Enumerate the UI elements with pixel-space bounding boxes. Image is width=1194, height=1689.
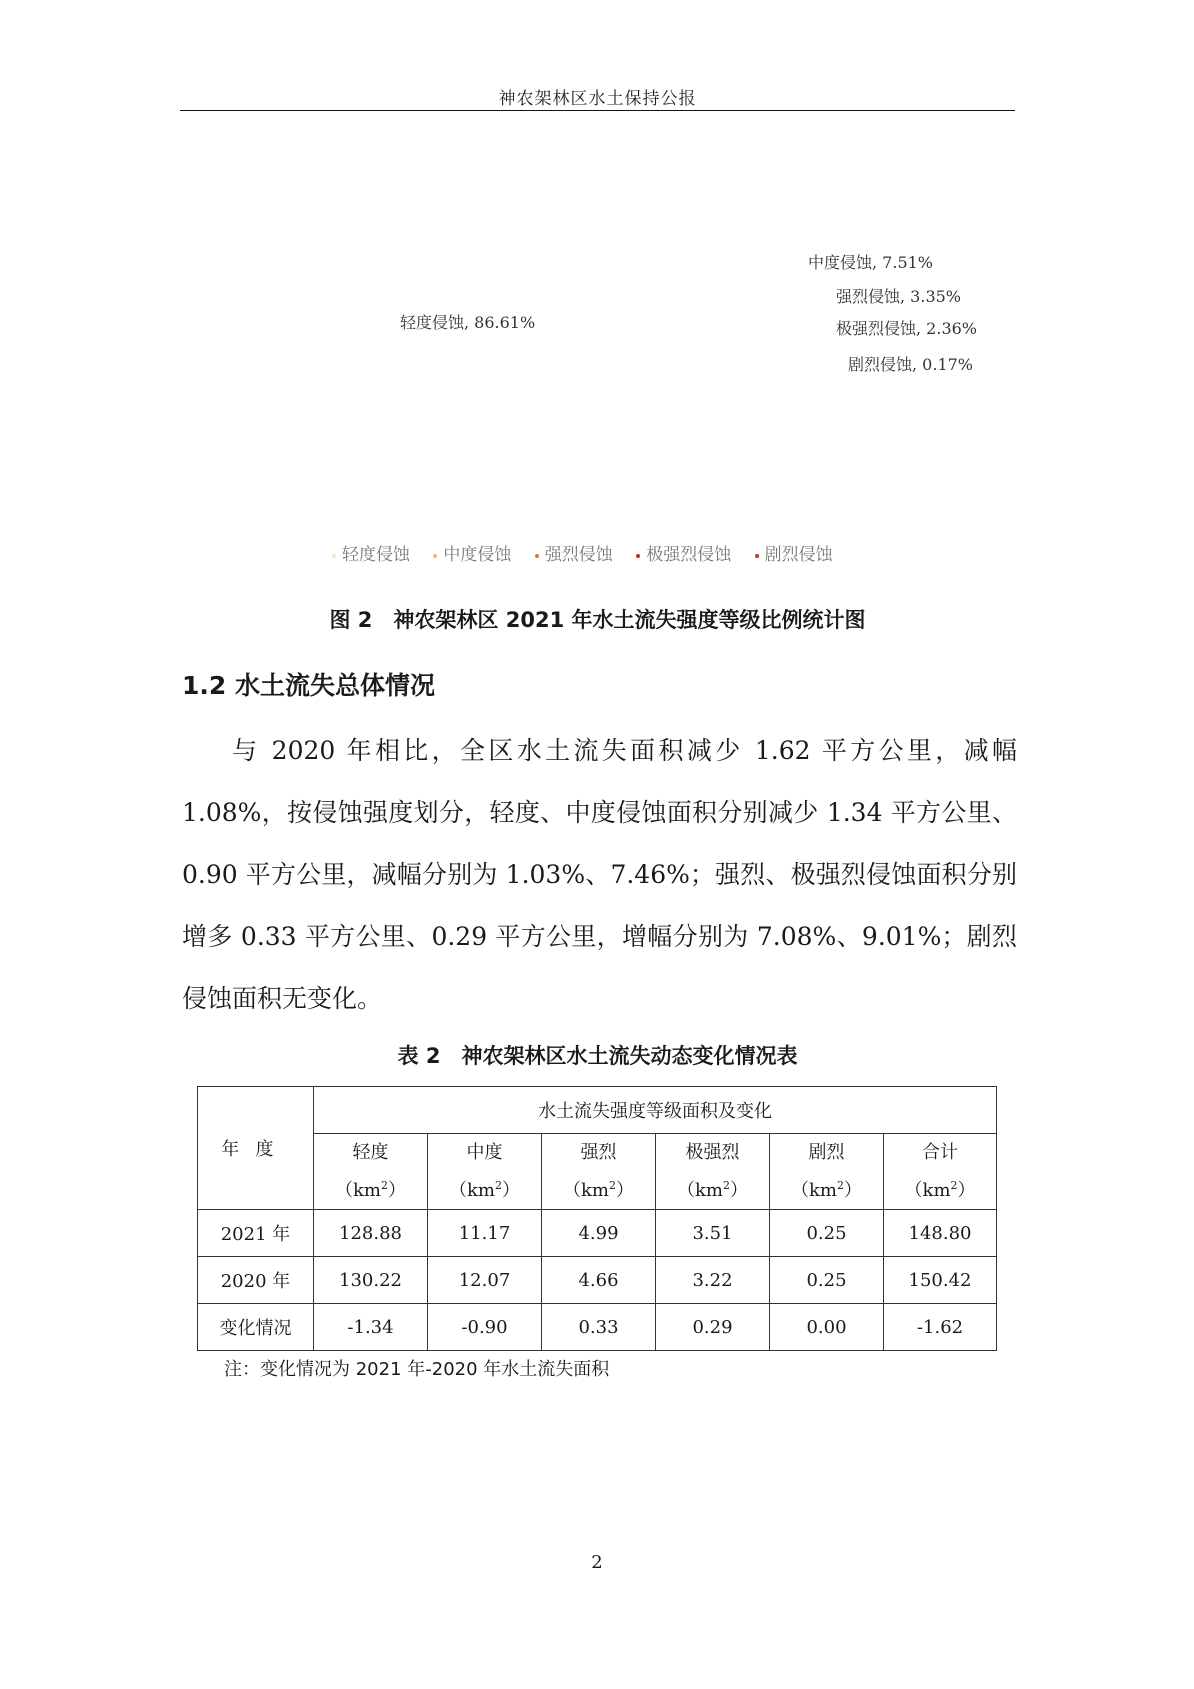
legend-label: 剧烈侵蚀 <box>764 545 833 565</box>
legend-item <box>535 540 613 565</box>
legend-label: 轻度侵蚀 <box>342 545 410 565</box>
table-cell: 4.99 <box>542 1210 656 1257</box>
legend-label: 极强烈侵蚀 <box>646 545 732 565</box>
column-header <box>656 1134 770 1210</box>
figure-caption: 图 2 神农架林区 2021 年水土流失强度等级比例统计图 <box>329 608 866 632</box>
year-header: 年度 <box>221 1139 290 1160</box>
table-caption: 表 2 神农架林区水土流失动态变化情况表 <box>397 1044 798 1068</box>
column-header-label: 合计 <box>922 1142 959 1163</box>
column-header-label: 轻度 <box>352 1142 389 1163</box>
column-unit: $(km^2)$ <box>449 1179 520 1201</box>
legend-label: 强烈侵蚀 <box>544 545 613 565</box>
table-cell: 0.33 <box>542 1304 656 1351</box>
table-cell: 148.80 <box>884 1210 997 1257</box>
table-row <box>198 1257 997 1304</box>
chart-legend <box>332 540 872 565</box>
table-cell: 0.25 <box>770 1257 884 1304</box>
table-cell: -1.62 <box>884 1304 997 1351</box>
legend-item <box>332 540 410 565</box>
year-header-cell <box>198 1087 314 1210</box>
column-header <box>884 1134 997 1210</box>
table-row <box>198 1210 997 1257</box>
pie-label-intense: 强烈侵蚀, 3.35% <box>836 287 962 306</box>
legend-label: 中度侵蚀 <box>443 545 512 565</box>
legend-dot-icon <box>535 554 539 558</box>
table-row <box>198 1304 997 1351</box>
column-unit: $(km^2)$ <box>335 1179 406 1201</box>
table-cell: 128.88 <box>314 1210 428 1257</box>
column-unit: $(km^2)$ <box>563 1179 634 1201</box>
table-cell: 0.29 <box>656 1304 770 1351</box>
section-heading: 1.2 水土流失总体情况 <box>182 671 435 700</box>
table-cell: 12.07 <box>428 1257 542 1304</box>
legend-item <box>636 540 731 565</box>
row-label: 2020 年 <box>198 1257 314 1304</box>
pie-label-very-intense: 极强烈侵蚀, 2.36% <box>836 319 978 338</box>
page-number: 2 <box>591 1552 603 1573</box>
column-header <box>314 1134 428 1210</box>
row-label: 2021 年 <box>198 1210 314 1257</box>
row-label: 变化情况 <box>198 1304 314 1351</box>
legend-dot-icon <box>755 554 759 558</box>
column-header <box>542 1134 656 1210</box>
pie-label-severe: 剧烈侵蚀, 0.17% <box>848 355 974 374</box>
column-unit: $(km^2)$ <box>677 1179 748 1201</box>
column-header-label: 极强烈 <box>685 1142 740 1163</box>
body-paragraph: 与 2020 年相比，全区水土流失面积减少 1.62 平方公里，减幅 1.08%，按侵蚀强度划分，轻度、中度侵蚀面积分别减少 1.34 平方公里、0.90 平方公里，减幅分别为 1.03%、7.46%；强烈、极强烈侵蚀面积分别增多 0.33 平方公里、0.29 平方公里，增幅分别为 7.08%、9.01%；剧烈侵蚀面积无变化。 <box>182 736 1017 1013</box>
column-header <box>428 1134 542 1210</box>
table-note: 注：变化情况为 2021 年-2020 年水土流失面积 <box>224 1359 610 1380</box>
column-header-label: 剧烈 <box>808 1142 845 1163</box>
column-unit: $(km^2)$ <box>791 1179 862 1201</box>
column-header <box>770 1134 884 1210</box>
table-cell: 0.00 <box>770 1304 884 1351</box>
group-header-cell: 水土流失强度等级面积及变化 <box>314 1087 997 1134</box>
pie-label-mild: 轻度侵蚀, 86.61% <box>400 313 536 332</box>
header-rule <box>180 110 1015 111</box>
erosion-change-table <box>197 1086 997 1351</box>
table-cell: -0.90 <box>428 1304 542 1351</box>
table-cell: 11.17 <box>428 1210 542 1257</box>
table-cell: 0.25 <box>770 1210 884 1257</box>
column-unit: $(km^2)$ <box>904 1179 976 1201</box>
legend-dot-icon <box>433 554 437 558</box>
legend-dot-icon <box>332 554 336 558</box>
table-cell: 130.22 <box>314 1257 428 1304</box>
table-cell: 4.66 <box>542 1257 656 1304</box>
pie-label-moderate: 中度侵蚀, 7.51% <box>808 253 934 272</box>
header-title: 神农架林区水土保持公报 <box>498 89 697 109</box>
table-cell: 3.51 <box>656 1210 770 1257</box>
column-header-label: 强烈 <box>580 1142 617 1163</box>
legend-item <box>755 540 833 565</box>
table-cell: 3.22 <box>656 1257 770 1304</box>
legend-item <box>433 540 511 565</box>
table-cell: -1.34 <box>314 1304 428 1351</box>
table-cell: 150.42 <box>884 1257 997 1304</box>
legend-dot-icon <box>636 554 640 558</box>
column-header-label: 中度 <box>466 1142 503 1163</box>
